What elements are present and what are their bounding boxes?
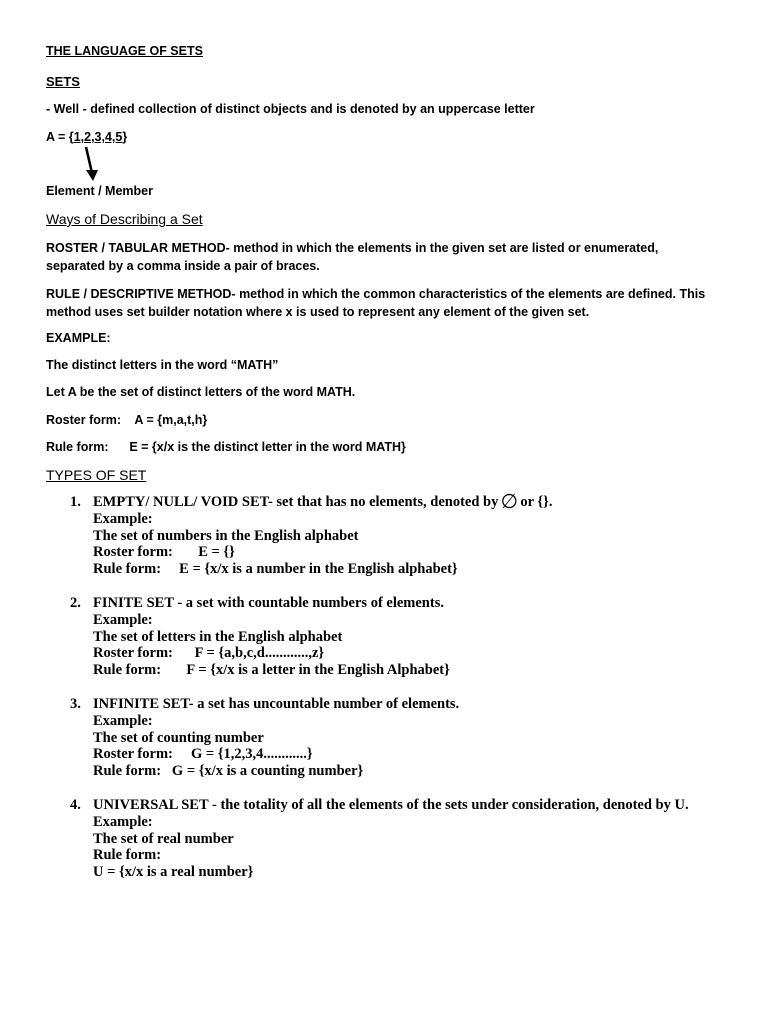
set-suffix: }	[122, 130, 128, 144]
list-number: 3.	[70, 695, 81, 712]
type-rule-form: Rule form: E = {x/x is a number in the English alphabet}	[93, 561, 458, 578]
type-example-label: Example:	[93, 813, 153, 830]
type-description: The set of letters in the English alphabet	[93, 628, 343, 645]
ways-heading: Ways of Describing a Set	[46, 211, 203, 227]
set-example-line	[46, 130, 127, 144]
type-title: UNIVERSAL SET - the totality of all the elements of the sets under consideration, denoted by U.	[93, 796, 689, 813]
type-title: INFINITE SET- a set has uncountable number of elements.	[93, 695, 460, 712]
type-title	[93, 491, 740, 513]
type-roster-form: Roster form: F = {a,b,c,d............,z}	[93, 645, 325, 662]
list-item	[0, 491, 740, 578]
type-roster-form: Roster form: G = {1,2,3,4............}	[93, 746, 313, 763]
list-number: 4.	[70, 796, 81, 813]
let-statement: Let A be the set of distinct letters of the word MATH.	[46, 385, 356, 399]
type-title-text: EMPTY/ NULL/ VOID SET- set that has no elements, denoted by	[93, 494, 499, 510]
rule-form-example: Rule form: E = {x/x is the distinct letter in the word MATH}	[46, 440, 406, 454]
type-example-label: Example:	[93, 712, 153, 729]
roster-form-example: Roster form: A = {m,a,t,h}	[46, 413, 208, 427]
set-elements: 1,2,3,4,5	[73, 130, 123, 144]
type-title-suffix: or {}.	[520, 494, 553, 510]
set-prefix: A = {	[46, 130, 74, 144]
type-description: The set of real number	[93, 830, 234, 847]
type-rule-form: U = {x/x is a real number}	[93, 864, 254, 881]
arrow-down-icon	[80, 145, 106, 183]
list-number: 1.	[70, 494, 81, 510]
type-title: FINITE SET - a set with countable numbers of elements.	[93, 594, 444, 611]
rule-method-paragraph: RULE / DESCRIPTIVE METHOD- method in which the common characteristics of the elements are defined. This method uses set builder notation where x is used to represent any element of the given set.	[46, 287, 706, 319]
types-heading: TYPES OF SET	[46, 467, 147, 483]
type-roster-form: Roster form: E = {}	[93, 544, 235, 561]
type-example-label: Example:	[93, 611, 153, 628]
empty-set-icon: ∅	[500, 491, 519, 513]
roster-method-paragraph: ROSTER / TABULAR METHOD- method in which the elements in the given set are listed or enumerated, separated by a comma inside a pair of braces.	[46, 241, 659, 273]
document-title: THE LANGUAGE OF SETS	[46, 44, 203, 58]
list-item	[0, 595, 740, 679]
example-text: The distinct letters in the word “MATH”	[46, 358, 279, 372]
element-member-label: Element / Member	[46, 184, 153, 198]
example-label: EXAMPLE:	[46, 331, 111, 345]
list-item	[0, 696, 740, 780]
types-list	[0, 491, 740, 898]
type-example-label: Example:	[93, 510, 153, 527]
list-item	[0, 797, 740, 881]
sets-definition: - Well - defined collection of distinct objects and is denoted by an uppercase letter	[46, 102, 535, 116]
sets-heading: SETS	[46, 74, 80, 89]
list-number: 2.	[70, 594, 81, 611]
type-description: The set of counting number	[93, 729, 264, 746]
type-rule-form: Rule form: G = {x/x is a counting number}	[93, 763, 364, 780]
type-rule-label: Rule form:	[93, 847, 162, 864]
type-description: The set of numbers in the English alphabet	[93, 527, 359, 544]
type-rule-form: Rule form: F = {x/x is a letter in the English Alphabet}	[93, 662, 450, 679]
